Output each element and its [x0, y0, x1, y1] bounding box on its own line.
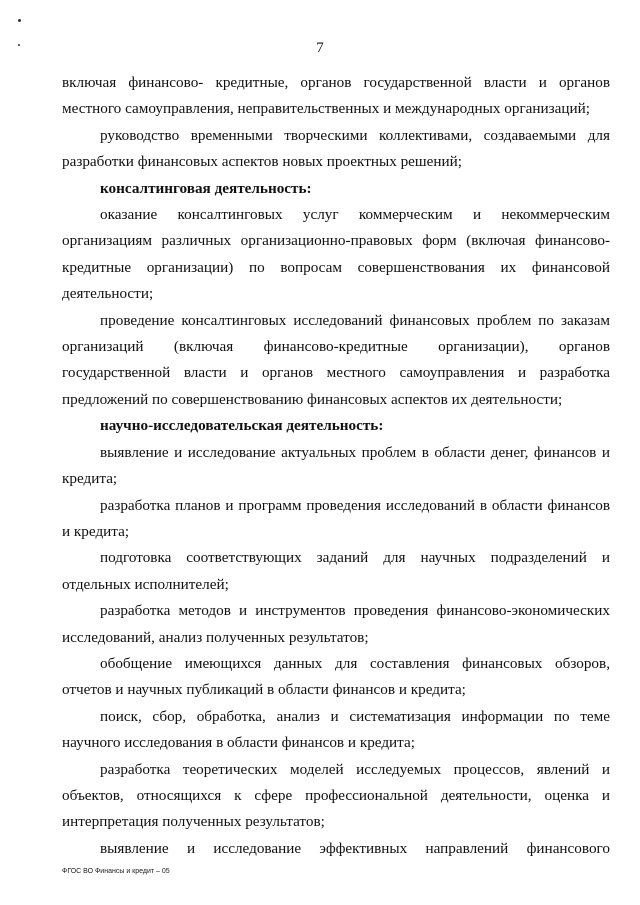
page-number: 7	[316, 40, 324, 56]
paragraph: включая финансово- кредитные, органов государственной власти и органов местного самоуправления, неправительственных и международных организаций;	[62, 74, 610, 118]
paragraph: оказание консалтинговых услуг коммерческим и некоммерческим организациям различных организационно-правовых форм (включая финансово-кредитные организации) по вопросам совершенствования их финансовой деятельности;	[62, 206, 610, 303]
paragraph: разработка методов и инструментов проведения финансово-экономических исследований, анализ полученных результатов;	[62, 602, 610, 646]
paragraph: разработка планов и программ проведения исследований в области финансов и кредита;	[62, 496, 610, 540]
paragraph: проведение консалтинговых исследований финансовых проблем по заказам организаций (включая финансово-кредитные организации), органов государственной власти и органов местного самоуправления и разработка предложений по совершенствованию финансовых аспектов их деятельности;	[62, 311, 610, 408]
paragraph: обобщение имеющихся данных для составления финансовых обзоров, отчетов и научных публикаций в области финансов и кредита;	[62, 654, 610, 699]
footer-note: ФГОС ВО Финансы и кредит – 05	[62, 868, 170, 875]
section-heading: консалтинговая деятельность:	[100, 179, 312, 197]
paragraph: поиск, сбор, обработка, анализ и систематизация информации по теме научного исследования в области финансов и кредита;	[62, 707, 610, 752]
section-heading: научно-исследовательская деятельность:	[100, 417, 384, 435]
paragraph: разработка теоретических моделей исследуемых процессов, явлений и объектов, относящихся к сфере профессиональной деятельности, оценка и интерпретация полученных результатов;	[62, 760, 610, 831]
paragraph: подготовка соответствующих заданий для научных подразделений и отдельных исполнителей;	[62, 549, 610, 593]
document-body	[62, 70, 610, 862]
paragraph: выявление и исследование эффективных направлений финансового	[100, 839, 610, 857]
paragraph: руководство временными творческими коллективами, создаваемыми для разработки финансовых аспектов новых проектных решений;	[62, 126, 610, 171]
scan-speck	[18, 19, 21, 22]
paragraph: выявление и исследование актуальных проблем в области денег, финансов и кредита;	[62, 443, 610, 488]
